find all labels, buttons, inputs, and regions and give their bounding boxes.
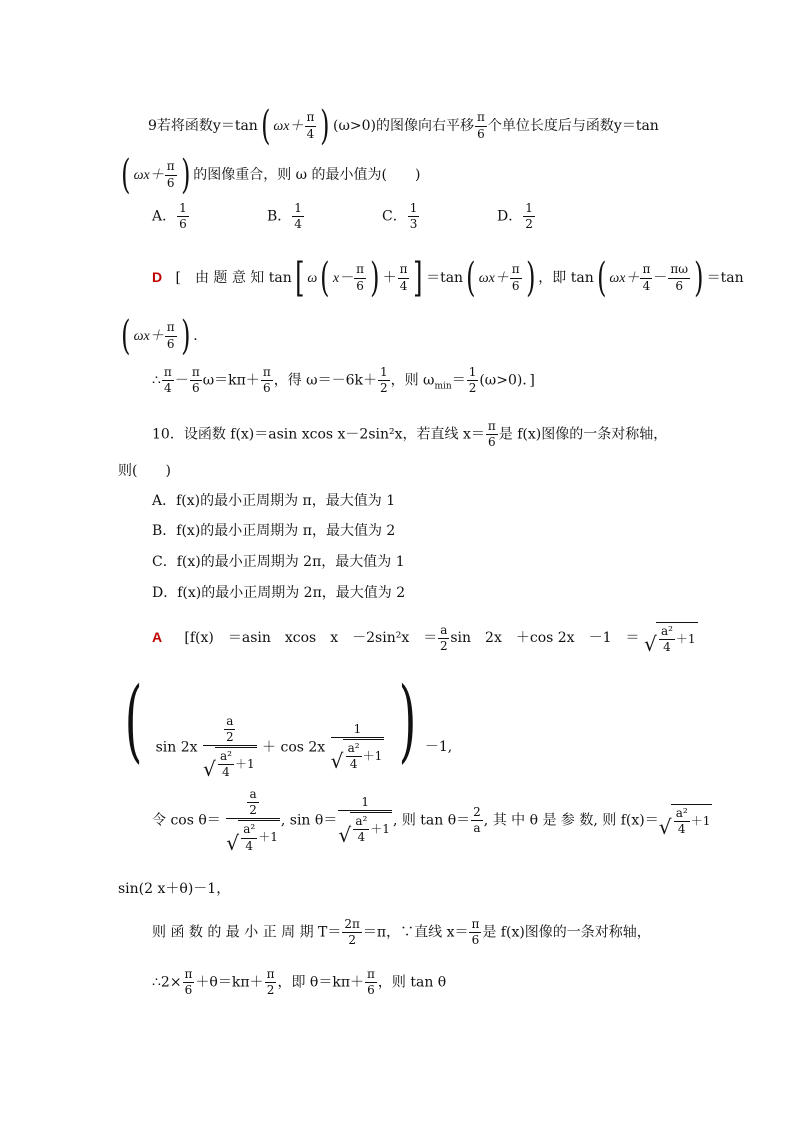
q9-solution-text: ＝tan (426, 270, 464, 286)
q9-arg: ωx＋ (273, 119, 304, 134)
q9-stem-text: (ω>0)的图像向右平移 (333, 118, 475, 134)
fraction: 1 √ $\frac{\text{a²}}{4}$ ＋1 (330, 721, 383, 774)
paren: ( (121, 152, 131, 198)
q10-solution-text: ＝π，∵直线 x＝ (362, 924, 469, 941)
q10-solution-text: [f(x) ＝asin xcos x －2sin²x ＝ (184, 630, 438, 647)
q10-solution-line3: 令 cos θ＝ $\frac{a}{2}$ √ $\frac{\text{a²}}{4}$ ＋1 , sin θ＝ 1 √ $\frac{\text{a²}}{4}$ ＋1 , 则 tan θ＝ $\frac{2}{a}$ , 其 中 θ 是 参 数, 则 f(x)＝ √ $\frac{\text{a²}}{4}$ ＋1 (152, 787, 711, 855)
q9-stem-text: 9若将函数y＝tan (148, 118, 258, 134)
q9-stem-line2 (118, 152, 421, 198)
q10-solution-line2 (116, 668, 453, 782)
q10-solution-line6: ∴2× $\frac{\pi}{6}$ ＋θ＝kπ＋ $\frac{\pi}{2}$ ，即 θ＝kπ＋ $\frac{\pi}{6}$ ，则 tan θ (152, 967, 447, 998)
q10-solution-text: ＋θ＝kπ＋ (195, 974, 264, 991)
q9-options (152, 202, 536, 231)
q10-solution-line1: A [f(x) ＝asin xcos x －2sin²x ＝ $\frac{a}{2}$ sin 2x ＋cos 2x －1 ＝ √ $\frac{\text{a²}}{4}$ ＋1 (152, 622, 696, 657)
q9-solution-text: ω＝kπ＋ (202, 372, 260, 389)
fraction: $\frac{\pi}{6}$ (477, 110, 485, 141)
q10-stem-text: 是 f(x)图像的一条对称轴， (498, 426, 668, 443)
q10-stem-line1: 10．设函数 f(x)＝asin xcos x－2sin²x，若直线 x＝ $\frac{\pi}{6}$ 是 f(x)图像的一条对称轴， (152, 419, 668, 450)
q10-solution-line5: 则 函 数 的 最 小 正 周 期 T＝ $\frac{2\pi}{2}$ ＝π，∵直线 x＝ $\frac{\pi}{6}$ 是 f(x)图像的一条对称轴， (152, 917, 651, 948)
q9-solution-text: [ 由 题 意 知 tan (175, 270, 292, 286)
paren: ( (260, 103, 271, 149)
q9-option-a[interactable]: A． $\frac{1}{6}$ (152, 201, 187, 232)
q9-answer: D (152, 269, 163, 285)
q10-solution-text: －1, (424, 739, 453, 755)
paren: ) (320, 103, 330, 149)
q10-solution-line4 (118, 882, 230, 896)
q9-solution-text: ＝tan (706, 270, 744, 286)
q10-stem-line2 (118, 464, 171, 478)
q9-option-b[interactable]: B． $\frac{1}{4}$ (267, 201, 302, 232)
q10-stem-text: 10．设函数 f(x)＝asin xcos x－2sin²x，若直线 x＝ (152, 426, 485, 443)
fraction: $\frac{\pi}{6}$ (166, 159, 175, 190)
fraction: $\frac{a}{2}$ √ $\frac{\text{a²}}{4}$ ＋1 (202, 713, 255, 782)
q9-solution-line1: D [ 由 题 意 知 tan[ ω( x－ $\frac{\pi}{6}$ ) ＋ $\frac{\pi}{4}$ ] ＝tan( ωx＋ $\frac{\pi}{6}$ ) ，即 tan( ωx＋ $\frac{\pi}{4}$ － $\frac{\pi\omega}{6}$ ) ＝tan (152, 255, 744, 301)
q9-solution-text: ，则 ω (390, 372, 435, 389)
sqrt: √ $\frac{\text{a²}}{4}$ ＋1 (643, 624, 696, 657)
q10-option-b[interactable]: B．f(x)的最小正周期为 π，最大值为 2 (152, 523, 396, 539)
q10-solution-text: sin 2x (155, 739, 198, 755)
q10-solution-text: 则 函 数 的 最 小 正 周 期 T＝ (152, 924, 342, 941)
paren: ) (398, 668, 417, 773)
q10-option-a[interactable]: A．f(x)的最小正周期为 π，最大值为 1 (152, 493, 396, 509)
q10-solution-text: ，即 θ＝kπ＋ (277, 974, 365, 991)
subscript: min (434, 381, 452, 392)
q10-solution-text: 是 f(x)图像的一条对称轴， (482, 924, 651, 941)
q9-solution-text: (ω>0)．] (479, 372, 535, 389)
q9-solution-text: ＝ (451, 372, 466, 389)
q9-solution-text: ，得 ω＝－6k＋ (273, 372, 377, 389)
q10-solution-text: ∴2× (152, 974, 182, 991)
q9-solution-text: ∴ (152, 372, 161, 389)
q10-stem-text: 则( ) (118, 463, 171, 479)
q9-stem-text: 个单位长度后与函数y＝tan (487, 118, 659, 134)
q10-solution-text: , 则 tan θ＝ (392, 812, 471, 829)
q9-solution-line2: ( ωx＋ $\frac{\pi}{6}$ ) . (121, 313, 198, 359)
q9-option-c[interactable]: C． $\frac{1}{3}$ (382, 201, 418, 232)
q10-option-c[interactable]: C．f(x)的最小正周期为 2π，最大值为 1 (152, 554, 405, 570)
q10-solution-text: 令 cos θ＝ (152, 812, 221, 829)
paren: ) (180, 152, 191, 198)
q10-option-d[interactable]: D．f(x)的最小正周期为 2π，最大值为 2 (152, 585, 406, 601)
q10-solution-text: sin(2 x＋θ)－1， (118, 881, 231, 897)
q9-stem-line1 (148, 103, 659, 149)
q9-option-d[interactable]: D． $\frac{1}{2}$ (497, 201, 533, 232)
q10-solution-text: ，则 tan θ (377, 974, 447, 991)
paren: ( (124, 668, 143, 773)
q9-solution-text: . (193, 328, 198, 344)
q10-solution-text: , 其 中 θ 是 参 数, 则 f(x)＝ (483, 812, 659, 829)
q10-solution-text: , sin θ＝ (280, 812, 338, 829)
q10-solution-text: sin 2x ＋cos 2x －1 ＝ (450, 630, 640, 647)
q9-stem-text: 的图像重合，则 ω 的最小值为( ) (193, 167, 421, 183)
q9-arg: ωx＋ (133, 168, 164, 183)
fraction: $\frac{\pi}{4}$ (306, 110, 315, 141)
q10-solution-text: ＋ cos 2x (262, 739, 326, 755)
q9-solution-text: ，即 tan (538, 270, 594, 286)
q10-answer: A (152, 629, 163, 646)
q9-solution-line3: ∴ $\frac{\pi}{4}$ － $\frac{\pi}{6}$ ω＝kπ＋ $\frac{\pi}{6}$ ，得 ω＝－6k＋ $\frac{1}{2}$ ，则 $\omega_{min}=$ $\frac{1}{2}$ (ω>0)．] (152, 365, 535, 396)
